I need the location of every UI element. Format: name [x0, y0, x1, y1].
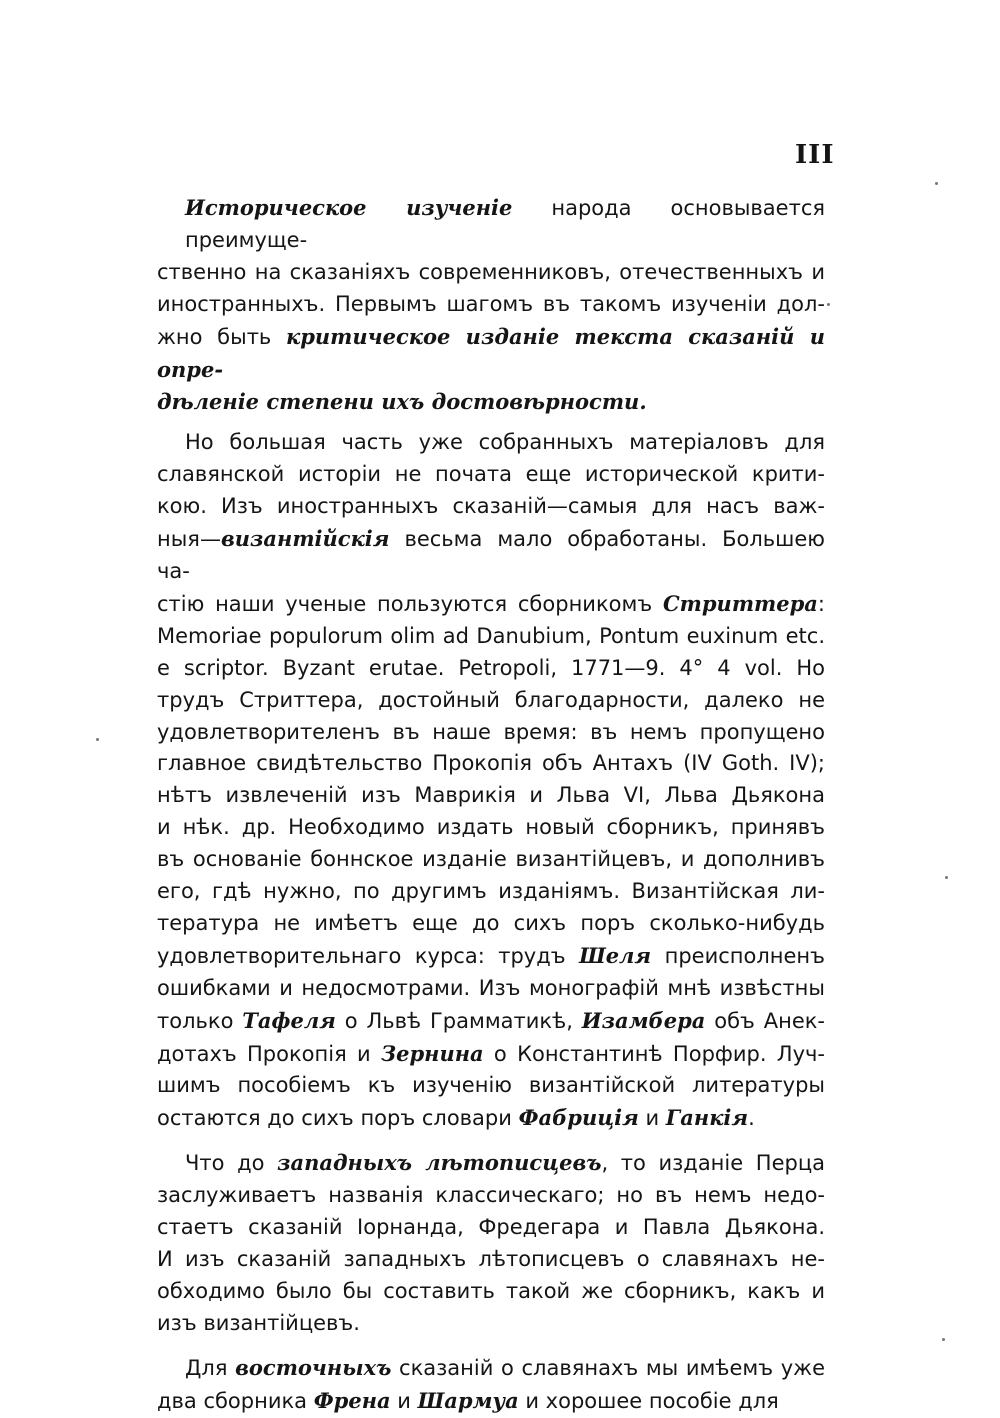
emphasis-text: дѣленіе степени ихъ достовѣрности.	[157, 389, 647, 415]
text-line	[157, 1276, 825, 1308]
plain-text: его, гдѣ нужно, по другимъ изданіямъ. Византійская ли-	[157, 879, 825, 904]
plain-text: въ основаніе боннское изданіе византійцевъ, и дополнивъ	[157, 847, 825, 872]
plain-text: объ Анек-	[705, 1008, 825, 1033]
text-line	[157, 1038, 825, 1071]
text-line	[157, 1180, 825, 1212]
plain-text: и нѣк. др. Необходимо издать новый сборникъ, принявъ	[157, 815, 825, 840]
text-line	[157, 491, 825, 523]
plain-text: тература не имѣетъ еще до сихъ поръ сколько-нибудь	[157, 910, 825, 935]
text-line	[157, 1212, 825, 1244]
text-line	[157, 459, 825, 491]
plain-text: стію наши ученые пользуются сборникомъ	[157, 591, 663, 616]
plain-text: остаются до сихъ поръ словари	[157, 1106, 519, 1131]
body-text	[157, 192, 825, 1418]
text-line	[157, 523, 825, 588]
plain-text: кою. Изъ иностранныхъ сказаній—самыя для насъ важ-	[157, 494, 825, 519]
text-line	[157, 940, 825, 973]
text-line	[157, 685, 825, 717]
emphasis-text: Ганкія	[665, 1105, 749, 1131]
plain-text: только	[157, 1008, 243, 1033]
plain-text: И изъ сказаній западныхъ лѣтописцевъ о славянахъ не-	[157, 1247, 825, 1271]
plain-text: дотахъ Прокопія и	[157, 1041, 381, 1066]
text-line	[157, 717, 825, 749]
text-line	[157, 876, 825, 908]
text-line	[157, 1308, 825, 1340]
paragraph	[157, 1352, 825, 1418]
page-number: III	[795, 140, 835, 170]
emphasis-text: Фабриція	[518, 1105, 639, 1131]
emphasis-text: Стриттера	[662, 590, 818, 616]
scan-speck	[945, 876, 948, 879]
emphasis-text: восточныхъ	[235, 1354, 392, 1380]
plain-text: нѣтъ извлеченій изъ Маврикія и Льва VI, Льва Дьякона	[157, 783, 825, 808]
plain-text: и	[638, 1106, 666, 1131]
text-line	[157, 973, 825, 1005]
plain-text: ственно на сказаніяхъ современниковъ, отечественныхъ и	[157, 259, 825, 284]
plain-text: два сборника	[157, 1388, 314, 1413]
text-line	[157, 289, 825, 321]
text-line	[157, 780, 825, 812]
plain-text: преисполненъ	[651, 943, 825, 968]
text-line	[157, 908, 825, 940]
emphasis-text: Зернина	[380, 1040, 484, 1066]
emphasis-text: западныхъ лѣтописцевъ	[277, 1150, 602, 1176]
emphasis-text: византійскія	[220, 526, 390, 552]
paragraph	[157, 192, 825, 419]
scan-speck	[827, 303, 830, 306]
emphasis-text: критическое изданіе текста сказаній и опре-	[157, 323, 825, 382]
text-line	[157, 748, 825, 780]
emphasis-text: Тафеля	[242, 1007, 336, 1033]
plain-text: ошибками и недосмотрами. Изъ монографій мнѣ извѣстны	[157, 975, 825, 1000]
scan-speck	[935, 182, 938, 185]
text-line	[157, 321, 825, 387]
plain-text: стаетъ сказаній Іорнанда, Фредегара и Павла Дьякона.	[157, 1215, 825, 1240]
plain-text: ныя—	[157, 527, 221, 552]
text-line	[157, 1070, 825, 1102]
plain-text: народа основывается преимуще-	[185, 196, 826, 252]
plain-text: удовлетворителенъ въ наше время: въ немъ пропущено	[157, 719, 825, 744]
text-line	[157, 653, 825, 685]
emphasis-text: Историческое изученіе	[185, 195, 513, 220]
plain-text: заслуживаетъ названія классическаго; но въ немъ недо-	[157, 1183, 825, 1208]
text-line	[157, 812, 825, 844]
text-line	[157, 192, 825, 257]
text-line	[157, 1352, 825, 1385]
plain-text: удовлетворительнаго курса: трудъ	[157, 943, 580, 968]
plain-text: о Львѣ Грамматикѣ,	[335, 1008, 582, 1033]
scan-speck	[96, 738, 99, 741]
text-line	[157, 1385, 825, 1418]
text-line	[157, 427, 825, 459]
plain-text: , то изданіе Перца	[601, 1151, 825, 1176]
plain-text: жно быть	[157, 324, 286, 349]
plain-text: :	[817, 591, 825, 616]
plain-text: обходимо было бы составить такой же сборникъ, какъ и	[157, 1278, 825, 1303]
text-line	[157, 1102, 825, 1135]
paragraph	[157, 427, 825, 1135]
plain-text: о Константинѣ Порфир. Луч-	[483, 1041, 826, 1066]
plain-text: Для	[185, 1355, 236, 1380]
text-line	[157, 1005, 825, 1038]
plain-text: Но большая часть уже собранныхъ матеріаловъ для	[185, 430, 825, 455]
paragraph	[157, 1147, 825, 1339]
text-line	[157, 844, 825, 876]
text-line	[157, 386, 825, 419]
plain-text: весьма мало обработаны. Большею ча-	[157, 527, 825, 583]
plain-text: .	[748, 1106, 755, 1131]
plain-text: Memoriae populorum olim ad Danubium, Pontum euxinum etc.	[157, 623, 825, 648]
plain-text: и хорошее пособіе для	[518, 1388, 779, 1413]
plain-text: иностранныхъ. Первымъ шагомъ въ такомъ изученіи дол-	[157, 291, 825, 316]
plain-text: трудъ Стриттера, достойный благодарности, далеко не	[157, 687, 825, 712]
plain-text: изъ византійцевъ.	[157, 1310, 360, 1335]
plain-text: сказаній о славянахъ мы имѣемъ уже	[391, 1355, 825, 1380]
emphasis-text: Шеля	[579, 942, 652, 968]
text-line	[157, 257, 825, 289]
emphasis-text: Шармуа	[417, 1387, 519, 1413]
emphasis-text: Изамбера	[581, 1007, 706, 1033]
text-line	[157, 1244, 825, 1276]
plain-text: и	[390, 1388, 418, 1413]
scan-speck	[942, 1338, 945, 1341]
plain-text: главное свидѣтельство Прокопія объ Антахъ (IV Goth. IV);	[157, 751, 825, 776]
text-line	[157, 588, 825, 621]
emphasis-text: Френа	[313, 1387, 391, 1413]
text-line	[157, 621, 825, 653]
plain-text: шимъ пособіемъ къ изученію византійской литературы	[157, 1073, 825, 1098]
text-line	[157, 1147, 825, 1180]
plain-text: славянской исторіи не почата еще исторической крити-	[157, 462, 825, 487]
plain-text: Что до	[185, 1151, 278, 1176]
plain-text: e scriptor. Byzant erutae. Petropoli, 1771—9. 4° 4 vol. Но	[157, 655, 825, 680]
